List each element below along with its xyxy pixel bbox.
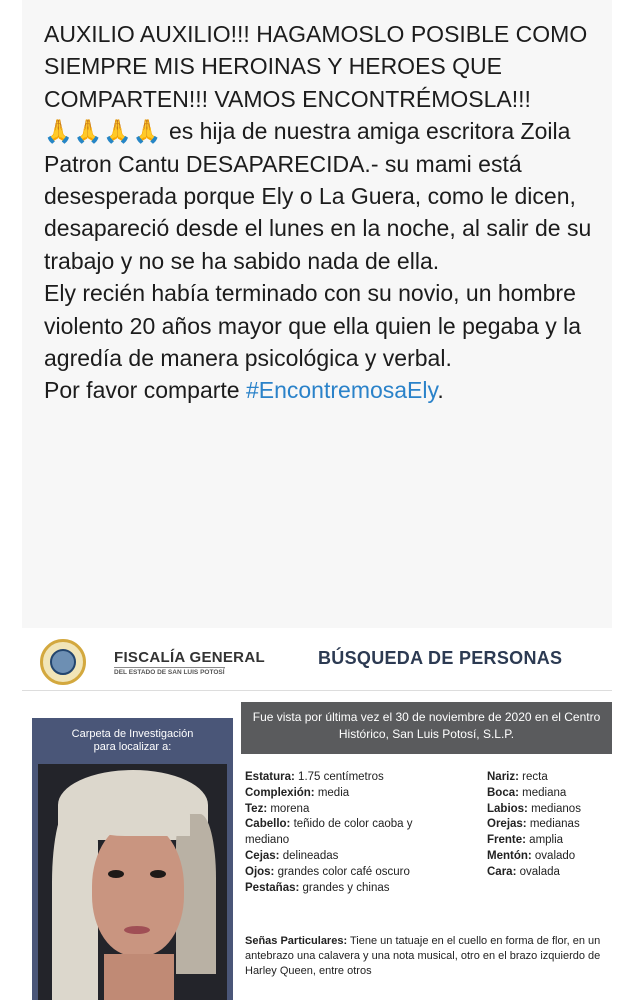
distinguishing-marks-text: Tiene un tatuaje en el cuello en forma de flor, en un antebrazo una calavera y una nota musical, otro en el brazo izquierdo de Harley Queen, entre otros <box>245 935 601 977</box>
distinguishing-marks-label: Señas Particulares: <box>245 935 348 947</box>
post-paragraph-2-text: es hija de nuestra amiga escritora Zoila Patron Cantu DESAPARECIDA.- su mami está desesperada porque Ely o La Guera, como le dicen, desapareció desde el lunes en la noche, al salir de su trabajo y no se ha sabido nada de ella. <box>44 118 592 274</box>
details-right-column <box>487 770 612 881</box>
last-seen-banner: Fue vista por última vez el 30 de noviembre de 2020 en el Centro Histórico, San Luis Potosí, S.L.P. <box>241 702 612 754</box>
post-text <box>44 18 619 407</box>
org-name: FISCALÍA GENERAL <box>114 649 265 666</box>
detail-row: Mentón: ovalado <box>487 849 576 862</box>
photo-panel <box>32 718 233 1000</box>
post-paragraph-3: Ely recién había terminado con su novio, un hombre violento 20 años mayor que ella quien le pegaba y la agredía de manera psicológica y verbal. <box>44 280 582 372</box>
detail-row: Ojos: grandes color café oscuro <box>245 865 410 878</box>
detail-row: Nariz: recta <box>487 771 548 783</box>
detail-row: Pestañas: grandes y chinas <box>245 881 390 894</box>
distinguishing-marks <box>245 934 607 979</box>
post-card <box>22 0 612 628</box>
post-paragraph-1: AUXILIO AUXILIO!!! HAGAMOSLO POSIBLE COMO SIEMPRE MIS HEROINAS Y HEROES QUE COMPARTEN!!! VAMOS ENCONTRÉMOSLA!!! <box>44 21 588 112</box>
praying-hands-icon: 🙏🙏🙏🙏 <box>44 118 163 145</box>
post-paragraph-2 <box>44 115 619 277</box>
post-period: . <box>437 377 444 404</box>
detail-row: Frente: amplia <box>487 834 564 847</box>
detail-row: Cejas: delineadas <box>245 849 339 862</box>
post-paragraph-4 <box>44 374 619 406</box>
detail-row: Complexión: media <box>245 786 350 799</box>
section-title: BÚSQUEDA DE PERSONAS <box>318 648 563 668</box>
case-label-line-2: para localizar a: <box>93 741 172 753</box>
missing-person-poster[interactable] <box>22 632 612 1000</box>
case-label-line-1: Carpeta de Investigación <box>71 728 194 740</box>
detail-row: Cara: ovalada <box>487 865 560 878</box>
detail-row: Tez: morena <box>245 802 310 815</box>
fiscalia-seal-logo <box>40 639 86 685</box>
detail-row: Cabello: teñido de color caoba y mediano <box>245 818 413 847</box>
person-photo <box>38 764 227 1000</box>
post-share-text: Por favor comparte <box>44 377 246 404</box>
detail-row: Boca: mediana <box>487 786 567 799</box>
poster-header <box>22 632 612 691</box>
details-left-column <box>245 770 455 896</box>
detail-row: Estatura: 1.75 centímetros <box>245 771 384 783</box>
hashtag-link[interactable]: #EncontremosaEly <box>245 377 438 404</box>
org-subtitle: DEL ESTADO DE SAN LUIS POTOSÍ <box>114 669 225 676</box>
detail-row: Labios: medianos <box>487 802 581 815</box>
detail-row: Orejas: medianas <box>487 818 580 831</box>
photo-panel-label <box>32 728 233 754</box>
